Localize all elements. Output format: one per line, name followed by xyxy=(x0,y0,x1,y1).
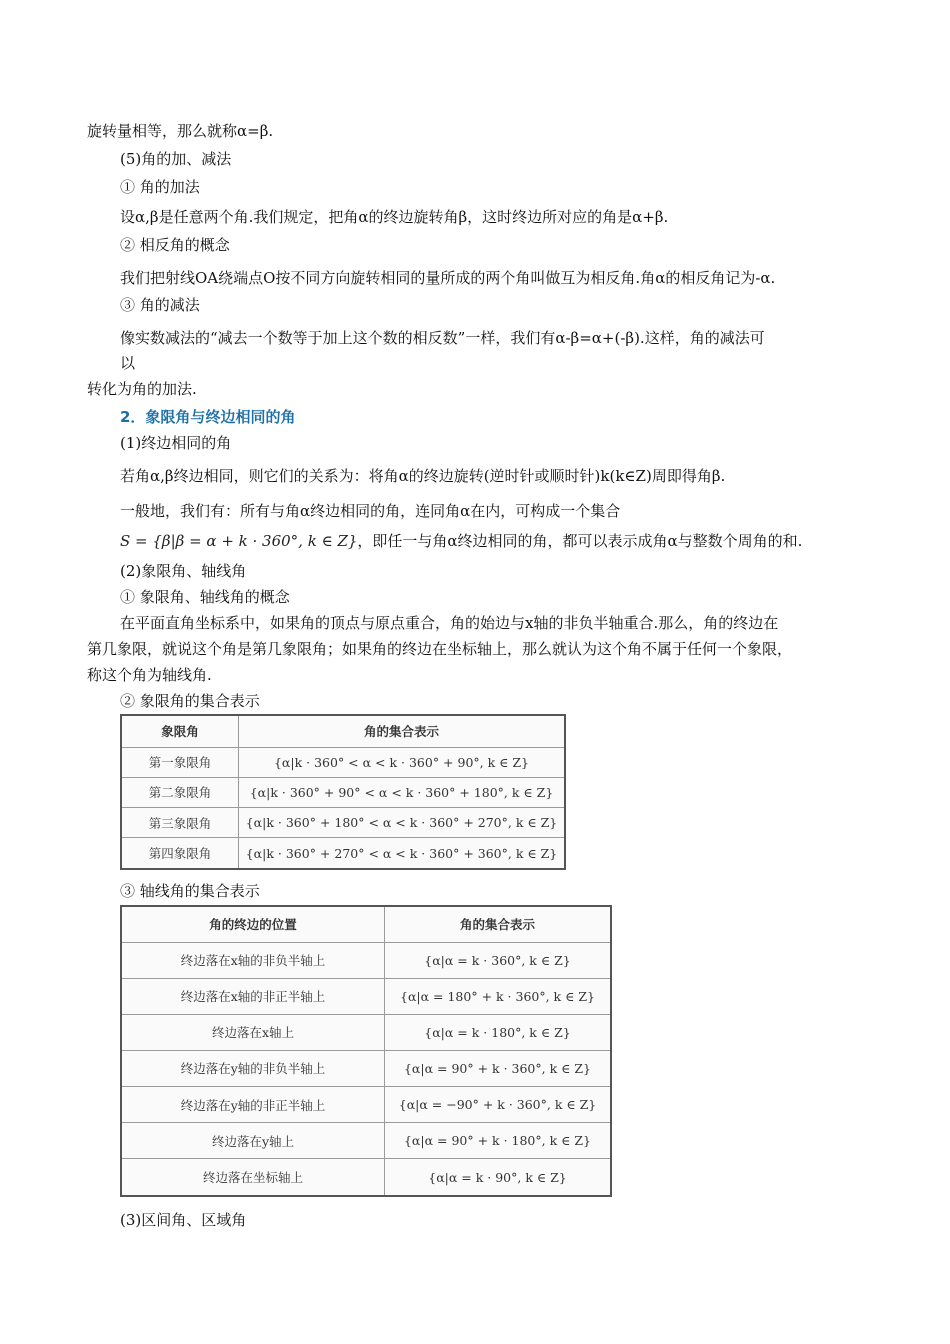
table-cell: {α|α = −90° + k · 360°, k ∈ Z} xyxy=(385,1087,612,1123)
set-formula: S = {β|β = α + k · 360°, k ∈ Z} xyxy=(120,532,358,550)
subsection-title: (5)角的加、减法 xyxy=(120,150,232,168)
table-cell: 第三象限角 xyxy=(121,808,239,838)
table-cell: {α|α = k · 180°, k ∈ Z} xyxy=(385,1014,612,1050)
table-header: 角的集合表示 xyxy=(239,715,566,747)
quadrant-angle-table xyxy=(120,714,566,870)
table-cell: 第四象限角 xyxy=(121,838,239,869)
table-row xyxy=(121,747,565,777)
table-cell: 终边落在x轴的非正半轴上 xyxy=(121,978,385,1014)
text-line: 旋转量相等，那么就称α=β. xyxy=(87,122,274,140)
text-line xyxy=(120,530,802,552)
table-cell: {α|α = 180° + k · 360°, k ∈ Z} xyxy=(385,978,612,1014)
item-title: ② 相反角的概念 xyxy=(120,236,230,254)
subsection-title: (3)区间角、区域角 xyxy=(120,1211,247,1229)
text-line: 我们把射线OA绕端点O按不同方向旋转相同的量所成的两个角叫做互为相反角.角α的相反角记为-α. xyxy=(120,269,776,287)
table-cell: {α|k · 360° < α < k · 360° + 90°, k ∈ Z} xyxy=(239,747,566,777)
text-line: 若角α,β终边相同，则它们的关系为：将角α的终边旋转(逆时针或顺时针)k(k∈Z)周即得角β. xyxy=(120,467,726,485)
table-cell: {α|α = 90° + k · 180°, k ∈ Z} xyxy=(385,1123,612,1159)
table-row xyxy=(121,1159,611,1196)
axis-angle-table xyxy=(120,905,612,1197)
table-cell: 终边落在y轴上 xyxy=(121,1123,385,1159)
table-cell: 第一象限角 xyxy=(121,747,239,777)
text-line: 转化为角的加法. xyxy=(87,380,197,398)
table-header: 角的集合表示 xyxy=(385,906,612,942)
table-cell: {α|k · 360° + 90° < α < k · 360° + 180°, k ∈ Z} xyxy=(239,777,566,807)
item-title: ③ 角的减法 xyxy=(120,296,200,314)
table-cell: {α|k · 360° + 270° < α < k · 360° + 360°, k ∈ Z} xyxy=(239,838,566,869)
text-span: ，即任一与角α终边相同的角，都可以表示成角α与整数个周角的和. xyxy=(357,532,803,550)
text-line: 称这个角为轴线角. xyxy=(87,666,212,684)
table-header: 角的终边的位置 xyxy=(121,906,385,942)
table-cell: 终边落在x轴的非负半轴上 xyxy=(121,942,385,978)
item-title: ① 象限角、轴线角的概念 xyxy=(120,588,290,606)
subsection-title: (1)终边相同的角 xyxy=(120,434,232,452)
table-cell: 终边落在坐标轴上 xyxy=(121,1159,385,1196)
section-heading: 2．象限角与终边相同的角 xyxy=(120,408,296,426)
table-row xyxy=(121,808,565,838)
table-cell: 终边落在y轴的非负半轴上 xyxy=(121,1050,385,1086)
item-title: ③ 轴线角的集合表示 xyxy=(120,882,260,900)
table-row xyxy=(121,1014,611,1050)
table-header: 象限角 xyxy=(121,715,239,747)
text-line: 一般地，我们有：所有与角α终边相同的角，连同角α在内，可构成一个集合 xyxy=(120,502,621,520)
text-line: 以 xyxy=(120,354,136,372)
subsection-title: (2)象限角、轴线角 xyxy=(120,562,247,580)
table-row xyxy=(121,1123,611,1159)
table-cell: {α|α = 90° + k · 360°, k ∈ Z} xyxy=(385,1050,612,1086)
table-row xyxy=(121,1050,611,1086)
table-row xyxy=(121,838,565,869)
text-line: 像实数减法的“减去一个数等于加上这个数的相反数”一样，我们有α-β=α+(-β).这样，角的减法可 xyxy=(120,329,765,347)
text-line: 第几象限，就说这个角是第几象限角；如果角的终边在坐标轴上，那么就认为这个角不属于任何一个象限， xyxy=(87,640,793,658)
table-cell: 终边落在x轴上 xyxy=(121,1014,385,1050)
table-cell: 第二象限角 xyxy=(121,777,239,807)
table-row xyxy=(121,1087,611,1123)
item-title: ① 角的加法 xyxy=(120,178,200,196)
table-cell: {α|α = k · 90°, k ∈ Z} xyxy=(385,1159,612,1196)
table-row xyxy=(121,978,611,1014)
item-title: ② 象限角的集合表示 xyxy=(120,692,260,710)
table-row xyxy=(121,942,611,978)
text-line: 在平面直角坐标系中，如果角的顶点与原点重合，角的始边与x轴的非负半轴重合.那么，角的终边在 xyxy=(120,614,779,632)
table-cell: {α|α = k · 360°, k ∈ Z} xyxy=(385,942,612,978)
table-row xyxy=(121,777,565,807)
table-cell: 终边落在y轴的非正半轴上 xyxy=(121,1087,385,1123)
text-line: 设α,β是任意两个角.我们规定，把角α的终边旋转角β，这时终边所对应的角是α+β. xyxy=(120,208,669,226)
table-cell: {α|k · 360° + 180° < α < k · 360° + 270°, k ∈ Z} xyxy=(239,808,566,838)
